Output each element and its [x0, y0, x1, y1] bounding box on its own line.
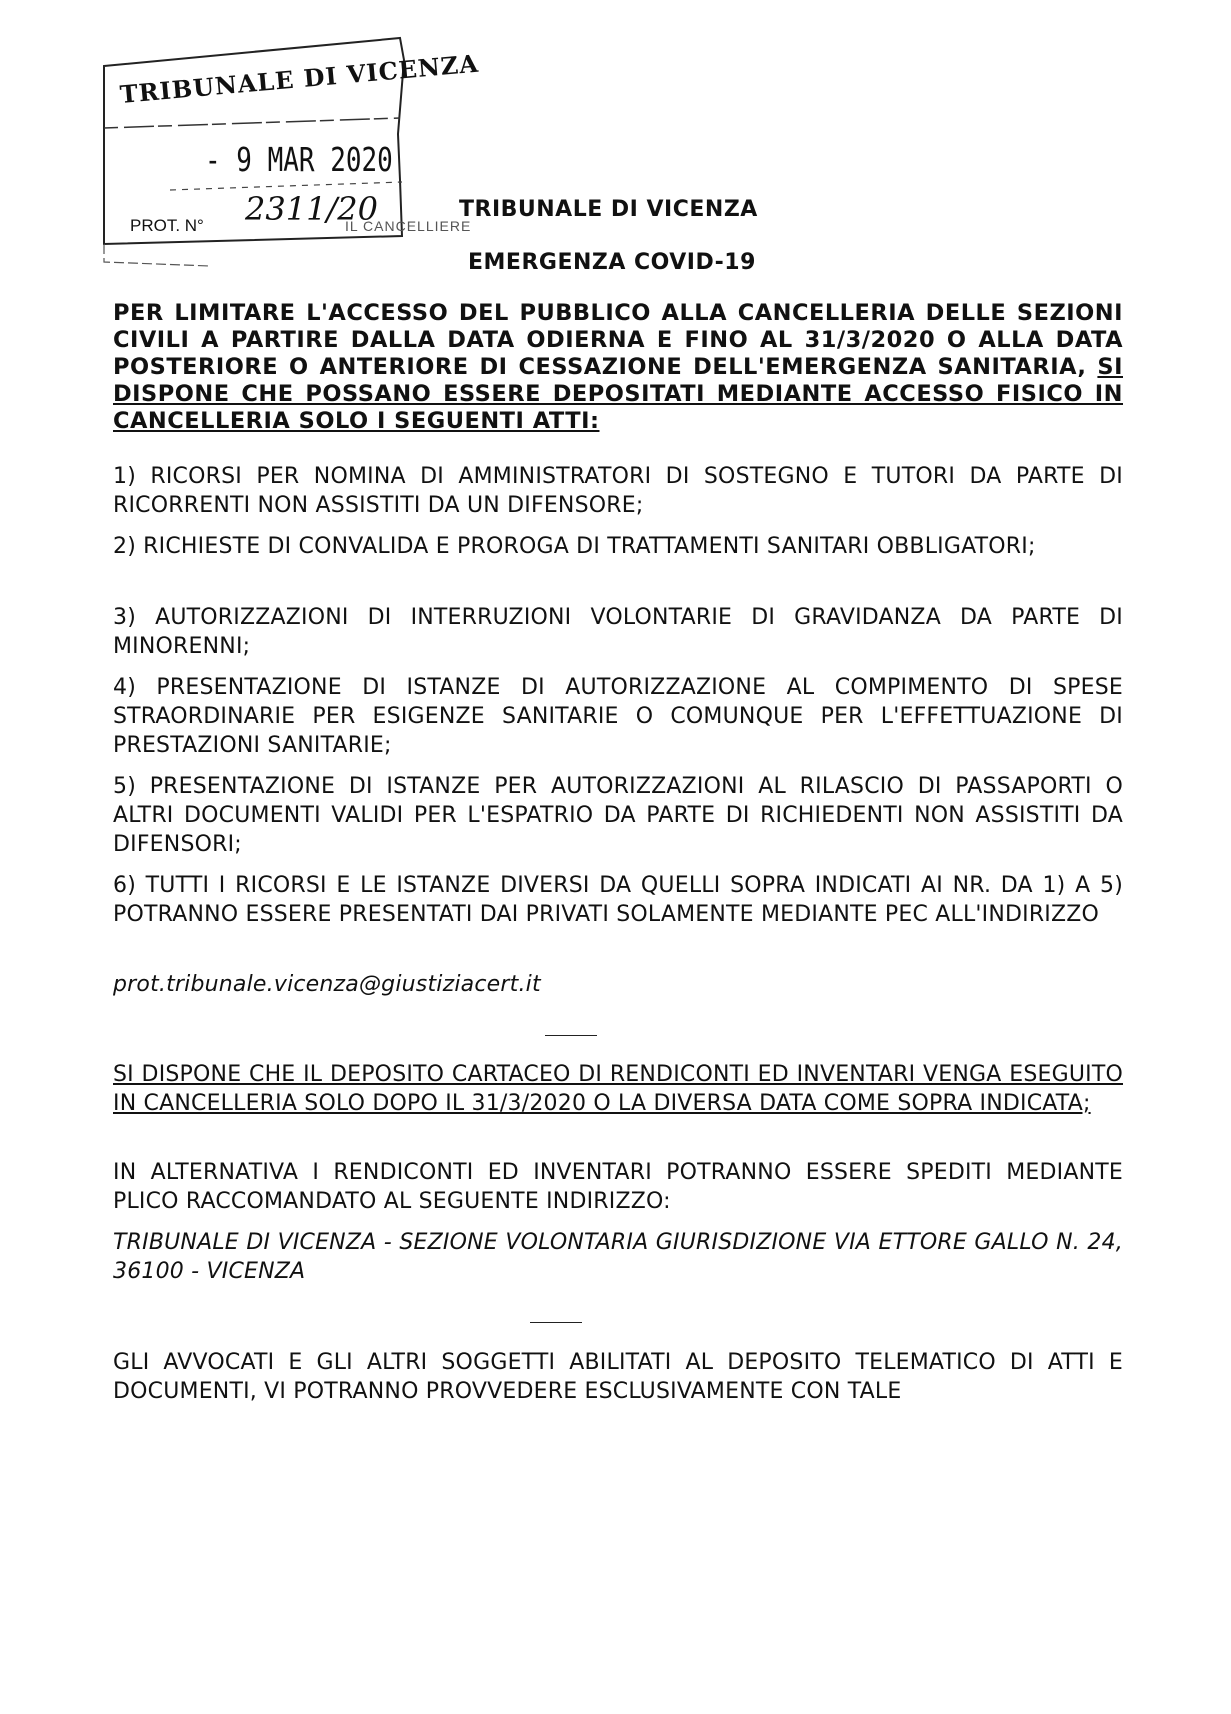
deposit-notice: SI DISPONE CHE IL DEPOSITO CARTACEO DI RENDICONTI ED INVENTARI VENGA ESEGUITO IN CANCELLERIA SOLO DOPO IL 31/3/2020 O LA DIVERSA DATA COME SOPRA INDICATA; — [113, 1062, 1123, 1116]
stamp-protocol-label: PROT. N° — [130, 216, 204, 235]
pec-address[interactable]: prot.tribunale.vicenza@giustiziacert.it — [113, 972, 541, 997]
intro-text: PER LIMITARE L'ACCESSO DEL PUBBLICO ALLA CANCELLERIA DELLE SEZIONI CIVILI A PARTIRE DALLA DATA ODIERNA E FINO AL 31/3/2020 O ALLA DATA POSTERIORE O ANTERIORE DI CESSAZIONE DELL'EMERGENZA SANITARIA, — [113, 300, 1123, 380]
list-item: 6) TUTTI I RICORSI E LE ISTANZE DIVERSI DA QUELLI SOPRA INDICATI AI NR. DA 1) A 5) POTRANNO ESSERE PRESENTATI DAI PRIVATI SOLAMENTE MEDIANTE PEC ALL'INDIRIZZO — [113, 873, 1123, 927]
protocol-stamp — [100, 30, 480, 270]
separator — [530, 1322, 582, 1323]
header-subtitle: EMERGENZA COVID-19 — [468, 250, 756, 275]
list-item: 5) PRESENTAZIONE DI ISTANZE PER AUTORIZZAZIONI AL RILASCIO DI PASSAPORTI O ALTRI DOCUMENTI VALIDI PER L'ESPATRIO DA PARTE DI RICHIEDENTI NON ASSISTITI DA DIFENSORI; — [113, 774, 1123, 857]
stamp-date: - 9 MAR 2020 — [205, 142, 393, 180]
stamp-protocol-number: 2311/20 — [245, 190, 378, 228]
closing-paragraph: GLI AVVOCATI E GLI ALTRI SOGGETTI ABILITATI AL DEPOSITO TELEMATICO DI ATTI E DOCUMENTI, VI POTRANNO PROVVEDERE ESCLUSIVAMENTE CON TALE — [113, 1350, 1123, 1404]
postal-address: TRIBUNALE DI VICENZA - SEZIONE VOLONTARIA GIURISDIZIONE VIA ETTORE GALLO N. 24, 36100 - VICENZA — [113, 1230, 1123, 1284]
alternative-paragraph: IN ALTERNATIVA I RENDICONTI ED INVENTARI POTRANNO ESSERE SPEDITI MEDIANTE PLICO RACCOMANDATO AL SEGUENTE INDIRIZZO: — [113, 1160, 1123, 1214]
intro-underlined: SI DISPONE CHE POSSANO ESSERE DEPOSITATI MEDIANTE ACCESSO FISICO IN CANCELLERIA SOLO I SEGUENTI ATTI: — [113, 354, 1123, 434]
intro-paragraph — [113, 300, 1123, 435]
list-item: 1) RICORSI PER NOMINA DI AMMINISTRATORI DI SOSTEGNO E TUTORI DA PARTE DI RICORRENTI NON ASSISTITI DA UN DIFENSORE; — [113, 464, 1123, 518]
list-item: 2) RICHIESTE DI CONVALIDA E PROROGA DI TRATTAMENTI SANITARI OBBLIGATORI; — [113, 534, 1036, 559]
stamp-role: IL CANCELLIERE — [345, 218, 472, 234]
list-item: 4) PRESENTAZIONE DI ISTANZE DI AUTORIZZAZIONE AL COMPIMENTO DI SPESE STRAORDINARIE PER ESIGENZE SANITARIE O COMUNQUE PER L'EFFETTUAZIONE DI PRESTAZIONI SANITARIE; — [113, 675, 1123, 758]
stamp-court-name: TRIBUNALE DI VICENZA — [118, 48, 480, 109]
separator — [545, 1035, 597, 1036]
list-item: 3) AUTORIZZAZIONI DI INTERRUZIONI VOLONTARIE DI GRAVIDANZA DA PARTE DI MINORENNI; — [113, 605, 1123, 659]
header-court: TRIBUNALE DI VICENZA — [459, 197, 758, 222]
